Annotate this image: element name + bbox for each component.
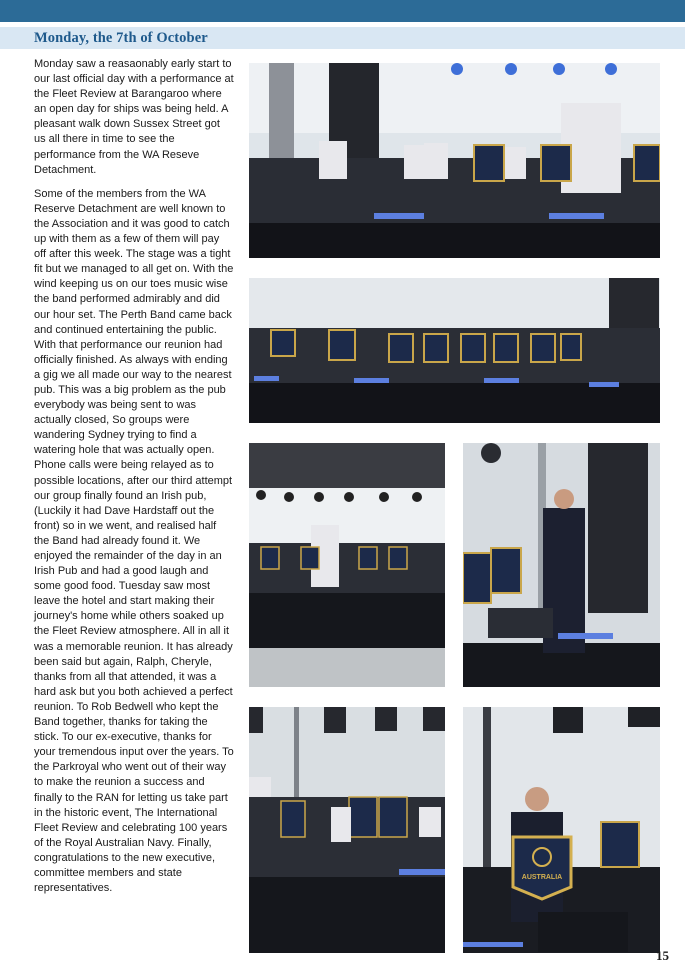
page-number: 15 — [656, 948, 669, 963]
photo-band-on-stage — [249, 63, 660, 258]
australia-banner — [513, 837, 571, 899]
section-title: Monday, the 7th of October — [34, 29, 208, 46]
photo-band-lighting-rig — [249, 443, 445, 687]
photo-band-section — [249, 707, 445, 953]
banner-label: AUSTRALIA — [521, 874, 563, 881]
photo-guitarist-banner — [463, 707, 660, 953]
top-color-bar — [0, 0, 685, 22]
photo-full-band-wide — [249, 278, 660, 423]
section-heading-band — [0, 27, 685, 49]
article-body — [34, 57, 234, 905]
article-paragraph: Some of the members from the WA Reserve Detachment are well known to the Association and it was good to catch up with them as a few of them will pay off after this week. The stage was a tight fit but we managed to all get on. With the wind keeping us on our toes music wise the band performed admirably and did our hour set. The Perth Band came back and continued entertaining the public. With that performance our reunion had officially finished. As always with ending a gig we all made our way to the nearest pub. This was a big problem as the pub everybody was being sent to was actually closed, So groups were wandering Sydney trying to find a watering hole that was actually open. Phone calls were being relayed as to possible locations, after our third attempt our group finally found an Irish pub, (Luckily it had Dave Hardstaff out the front) so in we went, and realised half the Band had already found it. We enjoyed the remainder of the day in an Irish Pub and had a good laugh and some good food. Tuesday saw most leave the hotel and start making their journey's home while others soaked up the Fleet Review atmosphere. All in all it was a memorable reunion. It has already been said but again, Ralph, Cheryle, thanks from all that attended, it was a hard ask but you both achieved a perfect reunion. To Rob Bedwell who kept the Band together, thanks for taking the stick. To our ex-executive, thanks for your tremendous input over the years. To the Parkroyal who went out of their way to make the reunion a success and finally to the RAN for letting us take part in the historic event, The International Fleet Review and celebrating 100 years of the Royal Australian Navy. Finally, congratulations to the new executive, committee members and state representatives. — [34, 187, 234, 895]
photo-vocalist — [463, 443, 660, 687]
article-paragraph: Monday saw a reasaonably early start to our last official day with a performance at the Fleet Review at Barangaroo where an open day for ships was being held. A pleasant walk down Sussex Street got us all there in time to see the performance from the WA Reseve Detachment. — [34, 58, 234, 176]
